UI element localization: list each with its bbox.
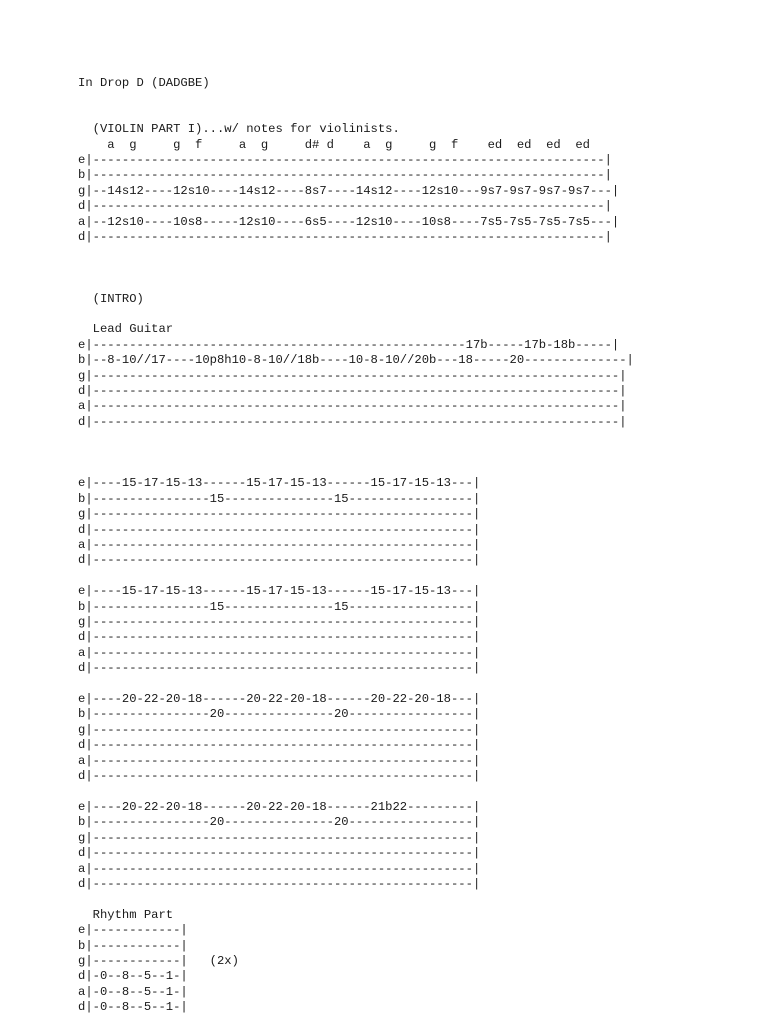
text-line: g|------------| (2x) xyxy=(78,953,239,968)
text-line: g|----------------------------------------------------| xyxy=(78,722,481,737)
tablature-text xyxy=(78,76,634,1016)
text-line: d|------------------------------------------------------------------------| xyxy=(78,384,627,399)
text-line: d|----------------------------------------------------------------------| xyxy=(78,230,612,245)
text-line: b|--8-10//17----10p8h10-8-10//18b----10-8-10//20b---18-----20--------------| xyxy=(78,353,634,368)
text-line: d|----------------------------------------------------| xyxy=(78,553,481,568)
text-line: e|---------------------------------------------------17b-----17b-18b-----| xyxy=(78,337,620,352)
text-line: (INTRO) xyxy=(78,291,144,306)
text-line: e|------------| xyxy=(78,923,188,938)
text-line: d|-0--8--5--1-| xyxy=(78,969,188,984)
text-line: b|----------------------------------------------------------------------| xyxy=(78,168,612,183)
text-line: In Drop D (DADGBE) xyxy=(78,76,210,90)
text-line: g|----------------------------------------------------| xyxy=(78,615,481,630)
text-line: d|-0--8--5--1-| xyxy=(78,1000,188,1015)
text-line: g|--14s12----12s10----14s12----8s7----14s12----12s10---9s7-9s7-9s7-9s7---| xyxy=(78,183,620,198)
text-line: a|------------------------------------------------------------------------| xyxy=(78,399,627,414)
text-line: Rhythm Part xyxy=(78,907,174,922)
text-line xyxy=(78,461,634,476)
text-line xyxy=(78,307,634,322)
text-line: b|----------------15---------------15-----------------| xyxy=(78,491,481,506)
text-line: (VIOLIN PART I)...w/ notes for violinists. xyxy=(78,122,400,137)
text-line: g|----------------------------------------------------| xyxy=(78,507,481,522)
text-line xyxy=(78,677,634,692)
text-line: a|----------------------------------------------------| xyxy=(78,645,481,660)
text-line xyxy=(78,261,634,276)
text-line: e|----15-17-15-13------15-17-15-13------15-17-15-13---| xyxy=(78,476,481,491)
text-line: d|------------------------------------------------------------------------| xyxy=(78,414,627,429)
text-line: d|----------------------------------------------------| xyxy=(78,661,481,676)
text-line: b|------------| xyxy=(78,938,188,953)
text-line: d|----------------------------------------------------| xyxy=(78,876,481,891)
text-line xyxy=(78,245,634,260)
text-line xyxy=(78,892,634,907)
text-line: d|----------------------------------------------------| xyxy=(78,769,481,784)
text-line xyxy=(78,446,634,461)
text-line: a|----------------------------------------------------| xyxy=(78,538,481,553)
text-line: e|----20-22-20-18------20-22-20-18------21b22---------| xyxy=(78,799,481,814)
text-line: e|----------------------------------------------------------------------| xyxy=(78,153,612,167)
text-line: b|----------------15---------------15-----------------| xyxy=(78,599,481,614)
text-line: a|--12s10----10s8-----12s10----6s5----12s10----10s8----7s5-7s5-7s5-7s5---| xyxy=(78,214,620,229)
text-line: d|----------------------------------------------------| xyxy=(78,738,481,753)
text-line xyxy=(78,569,634,584)
text-line xyxy=(78,276,634,291)
text-line: d|----------------------------------------------------| xyxy=(78,630,481,645)
text-line xyxy=(78,91,634,106)
text-line xyxy=(78,430,634,445)
text-line: d|----------------------------------------------------------------------| xyxy=(78,199,612,214)
text-line xyxy=(78,107,634,122)
text-line: b|----------------20---------------20-----------------| xyxy=(78,707,481,722)
text-line: d|----------------------------------------------------| xyxy=(78,522,481,537)
text-line xyxy=(78,785,634,800)
text-line: a|-0--8--5--1-| xyxy=(78,984,188,999)
text-line: g|------------------------------------------------------------------------| xyxy=(78,368,627,383)
text-line: b|----------------20---------------20-----------------| xyxy=(78,815,481,830)
text-line: g|----------------------------------------------------| xyxy=(78,830,481,845)
text-line: a|----------------------------------------------------| xyxy=(78,861,481,876)
text-line: a g g f a g d# d a g g f ed ed ed ed xyxy=(78,137,590,152)
text-line: a|----------------------------------------------------| xyxy=(78,753,481,768)
text-line: d|----------------------------------------------------| xyxy=(78,846,481,861)
text-line: e|----20-22-20-18------20-22-20-18------20-22-20-18---| xyxy=(78,692,481,707)
text-line: Lead Guitar xyxy=(78,322,174,337)
text-line: e|----15-17-15-13------15-17-15-13------15-17-15-13---| xyxy=(78,584,481,599)
